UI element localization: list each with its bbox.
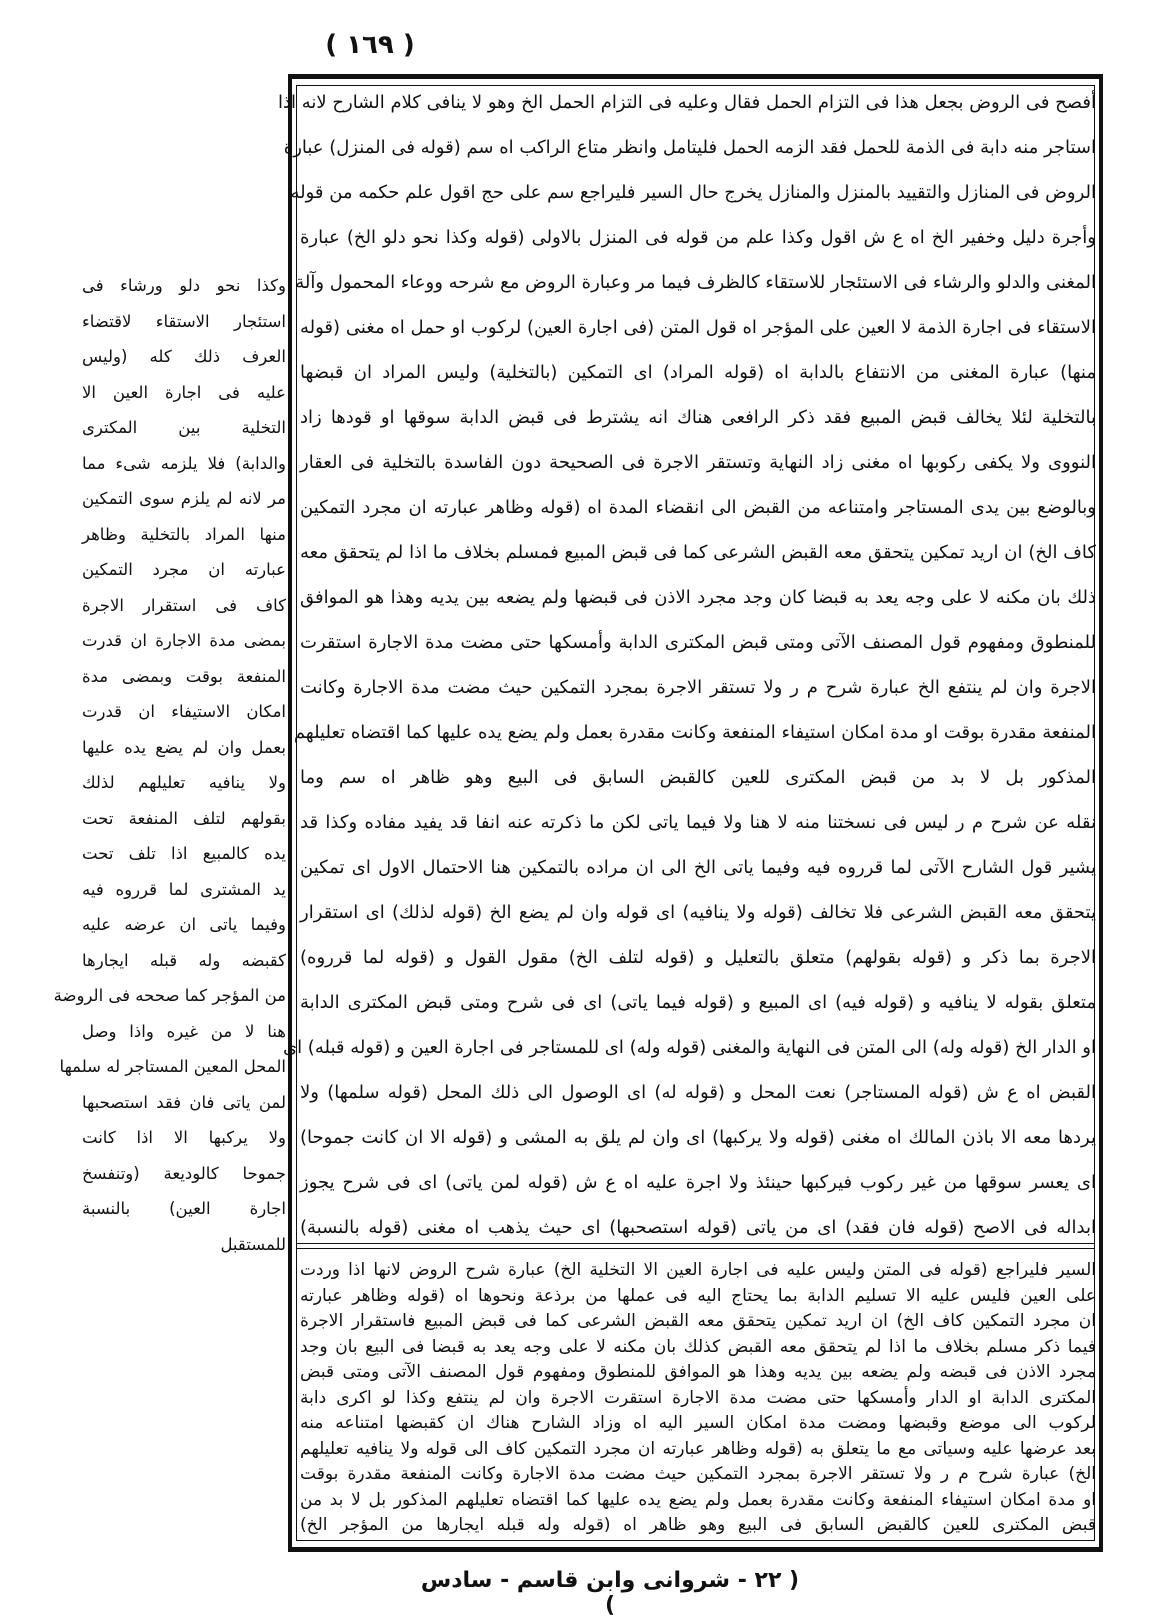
commentary-line: المنفعة مقدرة بوقت او مدة امكان استيفاء المنفعة وكانت مقدرة بعمل ولم يضع يده عليها كما اقتضاه تعليلهم: [293, 722, 1096, 743]
matn-line: المنفعة بوقت وبمضى مدة: [82, 666, 286, 686]
commentary-line: او الدار الخ (قوله وله) الى المتن فى النهاية والمغنى (قوله وله) اى للمستاجر فى اجارة العين و (قوله قبله) اى: [283, 1037, 1096, 1058]
matn-line: التخلية بين المكترى: [82, 418, 286, 437]
matn-line: امكان الاستيفاء ان قدرت: [82, 702, 286, 721]
commentary-line: بعد عرضها عليه وسياتى مع ما يتعلق به (قوله وظاهر عبارته ان مجرد التمكين كاف الى قوله ولا ينافيه تعليلهم: [300, 1438, 1096, 1459]
commentary-line: الخ) عبارة شرح م ر ولا تستقر الاجرة بمجرد التمكين حيث مضت مدة الاجارة وكانت المنفعة مقدرة بوقت: [300, 1464, 1096, 1484]
matn-line: ولا يركبها الا اذا كانت: [82, 1128, 286, 1147]
commentary-line: ابداله فى الاصح (قوله فان فقد) اى من ياتى (قوله استصحبها) اى حيث يذهب اه مغنى (قوله بالنسبة): [300, 1217, 1096, 1238]
matn-line: ولا ينافيه تعليلهم لذلك: [82, 773, 286, 792]
matn-line: المحل المعين المستاجر له سلمها: [59, 1057, 286, 1076]
commentary-line: متعلق بقوله لا ينافيه و (قوله فيه) اى المبيع و (قوله فيما ياتى) اى فى شرح ومتى قبض المكترى الدابة: [300, 992, 1096, 1013]
matn-line: بقولهم لتلف المنفعة تحت: [82, 808, 286, 828]
matn-line: بعمل وان لم يضع يده عليها: [82, 737, 286, 757]
commentary-line: النووى ولا يكفى ركوبها اه مغنى زاد النهاية وتستقر الاجرة فى الصحيحة دون الفاسدة بالتخلية فى العقار: [300, 452, 1096, 473]
commentary-line: وبالوضع بين يدى المستاجر وامتناعه من القبض الى انقضاء المدة اه (قوله وظاهر عبارته ان مجرد التمكين: [300, 497, 1096, 518]
commentary-line: على العين فليس عليه الا تسليم الدابة بما يحتاج اليه فى عملها من برذعة ونحوها اه (قوله وظاهر عبارته: [300, 1285, 1096, 1306]
commentary-line: منها) عبارة المغنى من الانتفاع بالدابة اه (قوله المراد) اى التمكين (بالتخلية) وليس المراد ان قبضها: [300, 362, 1096, 383]
commentary-line: بالتخلية لئلا يخالف قبض المبيع فقد ذكر الرافعى هناك انه يشترط فى قبض الدابة سوقها او قودها زاد: [300, 407, 1096, 428]
matn-line: وفيما ياتى ان عرضه عليه: [82, 915, 286, 934]
commentary-line: المغنى والدلو والرشاء فى الاستئجار للاستقاء كالظرف فيما مر وعبارة الروض مع شرحه ووعاء المحمول وآلة: [295, 272, 1096, 293]
matn-line: كقبضه وله قبله ايجارها: [82, 950, 286, 970]
commentary-line: ذلك بان مكنه لا على وجه يعد به قبضا كان وجد مجرد الاذن فى قبضها ولم يضعه بين يديه وهذا هو الموافق: [300, 587, 1096, 608]
commentary-line: استاجر منه دابة فى الذمة للحمل فقد الزمه الحمل فليتامل وانظر متاع الراكب اه سم (قوله فى المنزل) عبارة: [283, 137, 1096, 158]
matn-line: العرف ذلك كله (وليس: [82, 347, 286, 366]
commentary-line: قبض المكترى للعين كالقبض السابق فى البيع وهو ظاهر اه (قوله وله قبله ايجارها من المؤجر الخ): [300, 1515, 1096, 1535]
matn-line: كاف فى استقرار الاجرة: [82, 595, 286, 615]
matn-line: لمن ياتى فان فقد استصحبها: [82, 1092, 286, 1112]
commentary-line: مجرد الاذن فى قبضه ولم يضعه بين يديه وهذا هو الموافق للمنطوق ومفهوم قول المصنف الآتى ومتى قبض: [300, 1362, 1096, 1382]
matn-line: يد المشترى لما قرروه فيه: [82, 879, 286, 899]
commentary-line: يشير قول الشارح الآتى لما قرروه فيه وفيما ياتى الخ الى ان مراده بالتمكين هنا الاحتمال الاول اى تمكين: [300, 857, 1096, 878]
commentary-line: يردها معه الا باذن المالك اه مغنى (قوله ولا يركبها) اى وان لم يلق به المشى و (قوله الا ان كانت جموحا): [300, 1127, 1096, 1148]
commentary-line: كاف الخ) ان اريد تمكين يتحقق معه القبض الشرعى كما فى قبض المبيع فمسلم بخلاف ما اذا لم يتحقق معه: [300, 542, 1096, 563]
matn-line: بمضى مدة الاجارة ان قدرت: [82, 631, 286, 650]
matn-line: منها المراد بالتخلية وظاهر: [82, 524, 286, 544]
commentary-line: المذكور بل لا بد من قبض المكترى للعين كالقبض السابق فى البيع وهو ظاهر اه سم وما: [300, 767, 1096, 788]
commentary-line: ان مجرد التمكين كاف الخ) ان اريد تمكين يتحقق معه القبض الشرعى كما فى قبض المبيع فاستقرار الاجرة: [300, 1311, 1096, 1331]
matn-line: يده كالمبيع اذا تلف تحت: [82, 844, 286, 863]
commentary-line: الاستقاء فى اجارة الذمة لا العين على المؤجر اه قول المتن (فى اجارة العين) لركوب او حمل اه مغنى (قوله: [300, 317, 1096, 338]
main-commentary-top: [278, 80, 1096, 1250]
matn-line: للمستقبل: [220, 1234, 286, 1254]
margin-main-text: [53, 268, 286, 1262]
footer-signature: ( ٢٢ - شروانى وابن قاسم - سادس ): [420, 1568, 800, 1618]
commentary-line: للمنطوق ومفهوم قول المصنف الآتى ومتى قبض المكترى الدابة وأمسكها حتى مضت مدة الاجارة استقرت: [300, 632, 1096, 653]
main-commentary-bottom: [300, 1258, 1096, 1539]
commentary-line: السير فليراجع (قوله فى المتن وليس عليه فى اجارة العين الا التخلية الخ) عبارة شرح الروض لانها اذا وردت: [300, 1260, 1096, 1280]
commentary-line: او مدة امكان استيفاء المنفعة وكانت مقدرة بعمل ولم يضع يده عليها كما اقتضاه تعليلهم المذكور بل لا بد من: [300, 1489, 1096, 1510]
matn-line: جموحا كالوديعة (وتنفسخ: [82, 1163, 286, 1183]
commentary-line: فيما ذكر مسلم بخلاف ما اذا لم يتحقق معه القبض كذلك بان مكنه لا على وجه يعد به قبضا فى البيع بان وجد: [300, 1336, 1096, 1357]
commentary-line: لركوب الى موضع وقبضها ومضت مدة امكان السير اليه اه وزاد الشارح هناك ان كقبضها امتناعه منه: [300, 1413, 1096, 1433]
commentary-line: الروض فى المنازل والتقييد بالمنزل والمنازل يخرج حال السير فليراجع سم على حج اقول علم حكمه من قوله: [290, 182, 1096, 203]
commentary-line: يتحقق معه القبض الشرعى فلا تخالف (قوله ولا ينافيه) اى قوله وان لم يضع الخ (قوله لذلك) اى استقرار: [300, 902, 1096, 923]
matn-line: من المؤجر كما صححه فى الروضة: [53, 986, 286, 1005]
commentary-line: اى يعسر سوقها من غير ركوب فيركبها حينئذ ولا اجرة عليه اه ع ش (قوله لمن ياتى) اى فى شرح يجوز: [300, 1172, 1096, 1193]
commentary-line: وأجرة دليل وخفير الخ اه ع ش اقول وكذا علم من قوله فى المنزل بالاولى (قوله وكذا نحو دلو الخ) عبارة: [300, 227, 1096, 248]
commentary-line: الاجرة بما ذكر و (قوله بقولهم) متعلق بالتعليل و (قوله لتلف الخ) مقول القول و (قوله لما قرروه): [300, 947, 1096, 968]
matn-line: عبارته ان مجرد التمكين: [82, 560, 286, 579]
matn-line: استئجار الاستقاء لاقتضاء: [82, 311, 286, 331]
matn-line: اجارة العين) بالنسبة: [82, 1199, 286, 1218]
matn-line: والدابة) فلا يلزمه شىء مما: [82, 453, 286, 473]
matn-line: مر لانه لم يلزم سوى التمكين: [82, 489, 286, 508]
page-number: ( ١٦٩ ): [325, 30, 415, 60]
commentary-line: المكترى الدابة او الدار وأمسكها حتى مضت مدة الاجارة استقرت الاجرة وان لم ينتفع وكذا لو اكرى دابة: [300, 1387, 1096, 1408]
commentary-line: الاجرة وان لم ينتفع الخ عبارة شرح م ر ولا تستقر الاجرة بمجرد التمكين حيث مضت مدة الاجارة وكانت: [300, 677, 1096, 698]
matn-line: هنا لا من غيره واذا وصل: [82, 1021, 286, 1041]
commentary-line: القبض اه ع ش (قوله المستاجر) نعت المحل و (قوله له) اى الوصول الى ذلك المحل (قوله سلمها) ولا: [300, 1082, 1096, 1103]
commentary-line: أفصح فى الروض بجعل هذا فى التزام الحمل فقال وعليه فى التزام الحمل الخ وهو لا ينافى كلام الشارح لانه اذا: [278, 92, 1096, 113]
matn-line: عليه فى اجارة العين الا: [82, 382, 286, 402]
commentary-line: نقله عن شرح م ر ليس فى نسختنا منه لا هنا ولا فيما ياتى لكن ما ذكرته عنه انفا قد يفيد مفاده وكذا قد: [300, 812, 1096, 833]
matn-line: وكذا نحو دلو ورشاء فى: [82, 276, 286, 295]
